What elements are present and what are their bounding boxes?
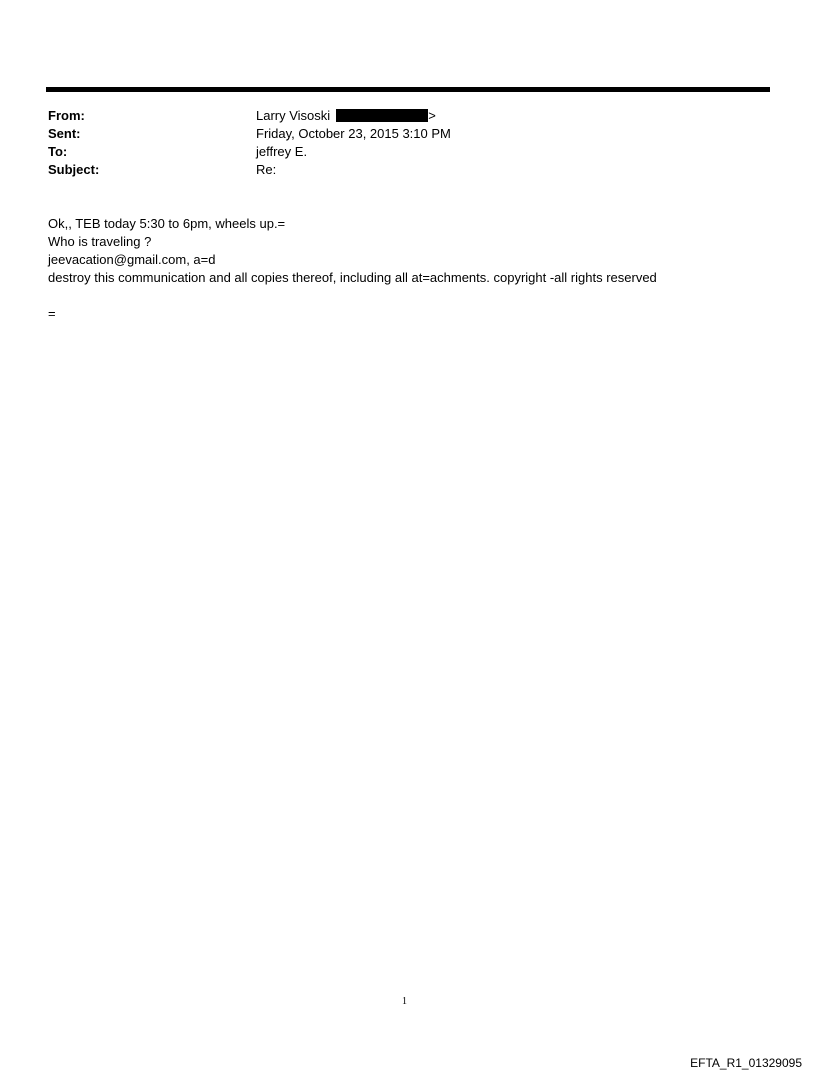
sent-label: Sent: [48, 126, 81, 141]
bates-number: EFTA_R1_01329095 [690, 1056, 802, 1070]
page-number: 1 [402, 996, 407, 1007]
body-line: jeevacation@gmail.com, a=d [48, 252, 216, 267]
email-header [48, 107, 748, 179]
subject-row [48, 161, 748, 179]
subject-value: Re: [256, 162, 277, 177]
to-row [48, 143, 748, 161]
from-row [48, 107, 748, 125]
subject-label: Subject: [48, 162, 100, 177]
body-trailing-char: = [48, 306, 56, 321]
email-body [48, 215, 768, 287]
from-name: Larry Visoski [256, 108, 331, 123]
to-value: jeffrey E. [256, 144, 308, 159]
from-value [256, 107, 748, 125]
sent-value: Friday, October 23, 2015 3:10 PM [256, 126, 451, 141]
from-suffix: > [428, 108, 436, 123]
body-line: destroy this communication and all copies thereof, including all at=achments. copyright -all rights reserved [48, 270, 657, 285]
from-label: From: [48, 108, 85, 123]
sent-row [48, 125, 748, 143]
body-line: Ok,, TEB today 5:30 to 6pm, wheels up.= [48, 216, 286, 231]
body-line: Who is traveling ? [48, 234, 152, 249]
to-label: To: [48, 144, 68, 159]
header-divider-rule [46, 87, 770, 92]
redaction-box [336, 109, 428, 122]
